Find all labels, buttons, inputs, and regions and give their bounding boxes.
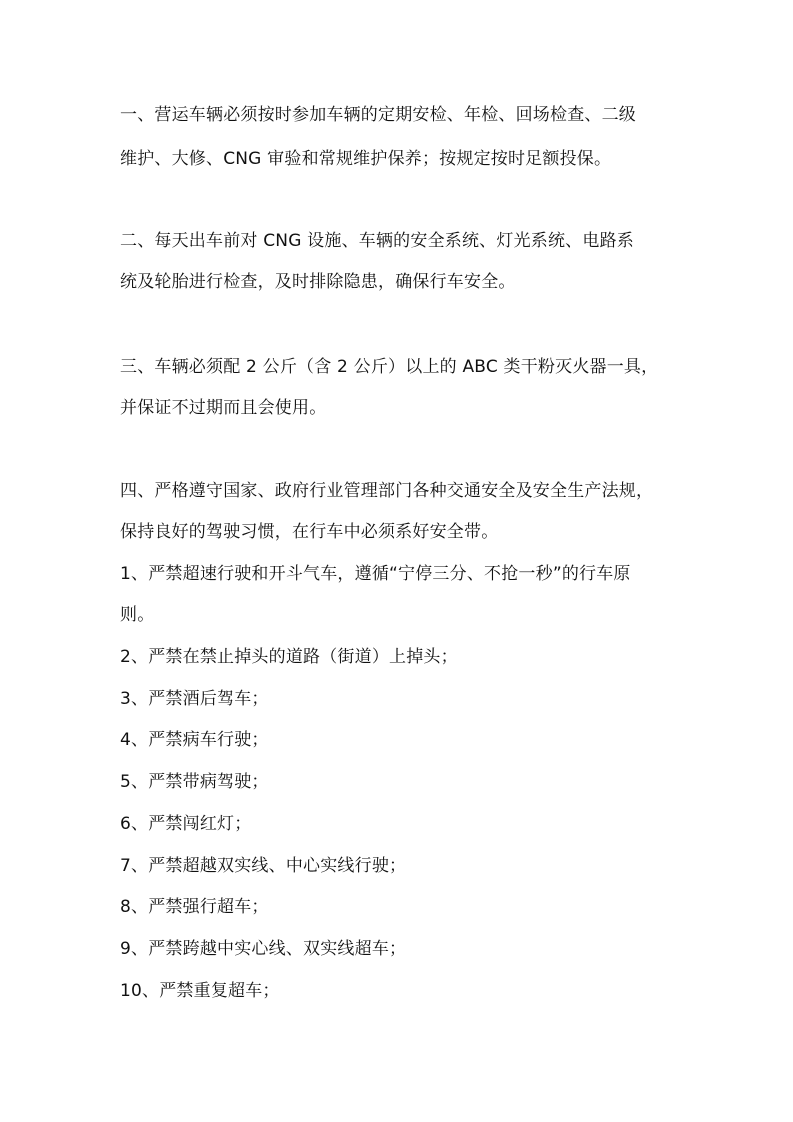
list-item-10: 10、严禁重复超车； <box>120 981 280 1001</box>
paragraph-2-line-1: 二、每天出车前对 CNG 设施、车辆的安全系统、灯光系统、电路系 <box>120 231 634 251</box>
list-item-1-line-1: 1、严禁超速行驶和开斗气车，遵循“宁停三分、不抢一秒”的行车原 <box>120 564 631 584</box>
list-item-8: 8、严禁强行超车； <box>120 897 269 917</box>
paragraph-3-line-2: 并保证不过期而且会使用。 <box>120 398 327 418</box>
list-item-3: 3、严禁酒后驾车； <box>120 689 269 709</box>
list-item-7: 7、严禁超越双实线、中心实线行驶； <box>120 856 407 876</box>
list-item-6: 6、严禁闯红灯； <box>120 814 252 834</box>
list-item-4: 4、严禁病车行驶； <box>120 730 269 750</box>
paragraph-4-line-2: 保持良好的驾驶习惯，在行车中必须系好安全带。 <box>120 522 499 542</box>
list-item-2: 2、严禁在禁止掉头的道路（街道）上掉头； <box>120 647 458 667</box>
list-item-9: 9、严禁跨越中实心线、双实线超车； <box>120 939 407 959</box>
list-item-5: 5、严禁带病驾驶； <box>120 772 269 792</box>
paragraph-4-line-1: 四、严格遵守国家、政府行业管理部门各种交通安全及安全生产法规， <box>120 481 654 501</box>
paragraph-1-line-1: 一、营运车辆必须按时参加车辆的定期安检、年检、回场检查、二级 <box>120 105 636 125</box>
paragraph-2-line-2: 统及轮胎进行检查，及时排除隐患，确保行车安全。 <box>120 272 516 292</box>
paragraph-3-line-1: 三、车辆必须配 2 公斤（含 2 公斤）以上的 ABC 类干粉灭火器一具， <box>120 357 659 377</box>
paragraph-1-line-2: 维护、大修、CNG 审验和常规维护保养；按规定按时足额投保。 <box>120 149 612 169</box>
list-item-1-line-2: 则。 <box>120 605 155 625</box>
